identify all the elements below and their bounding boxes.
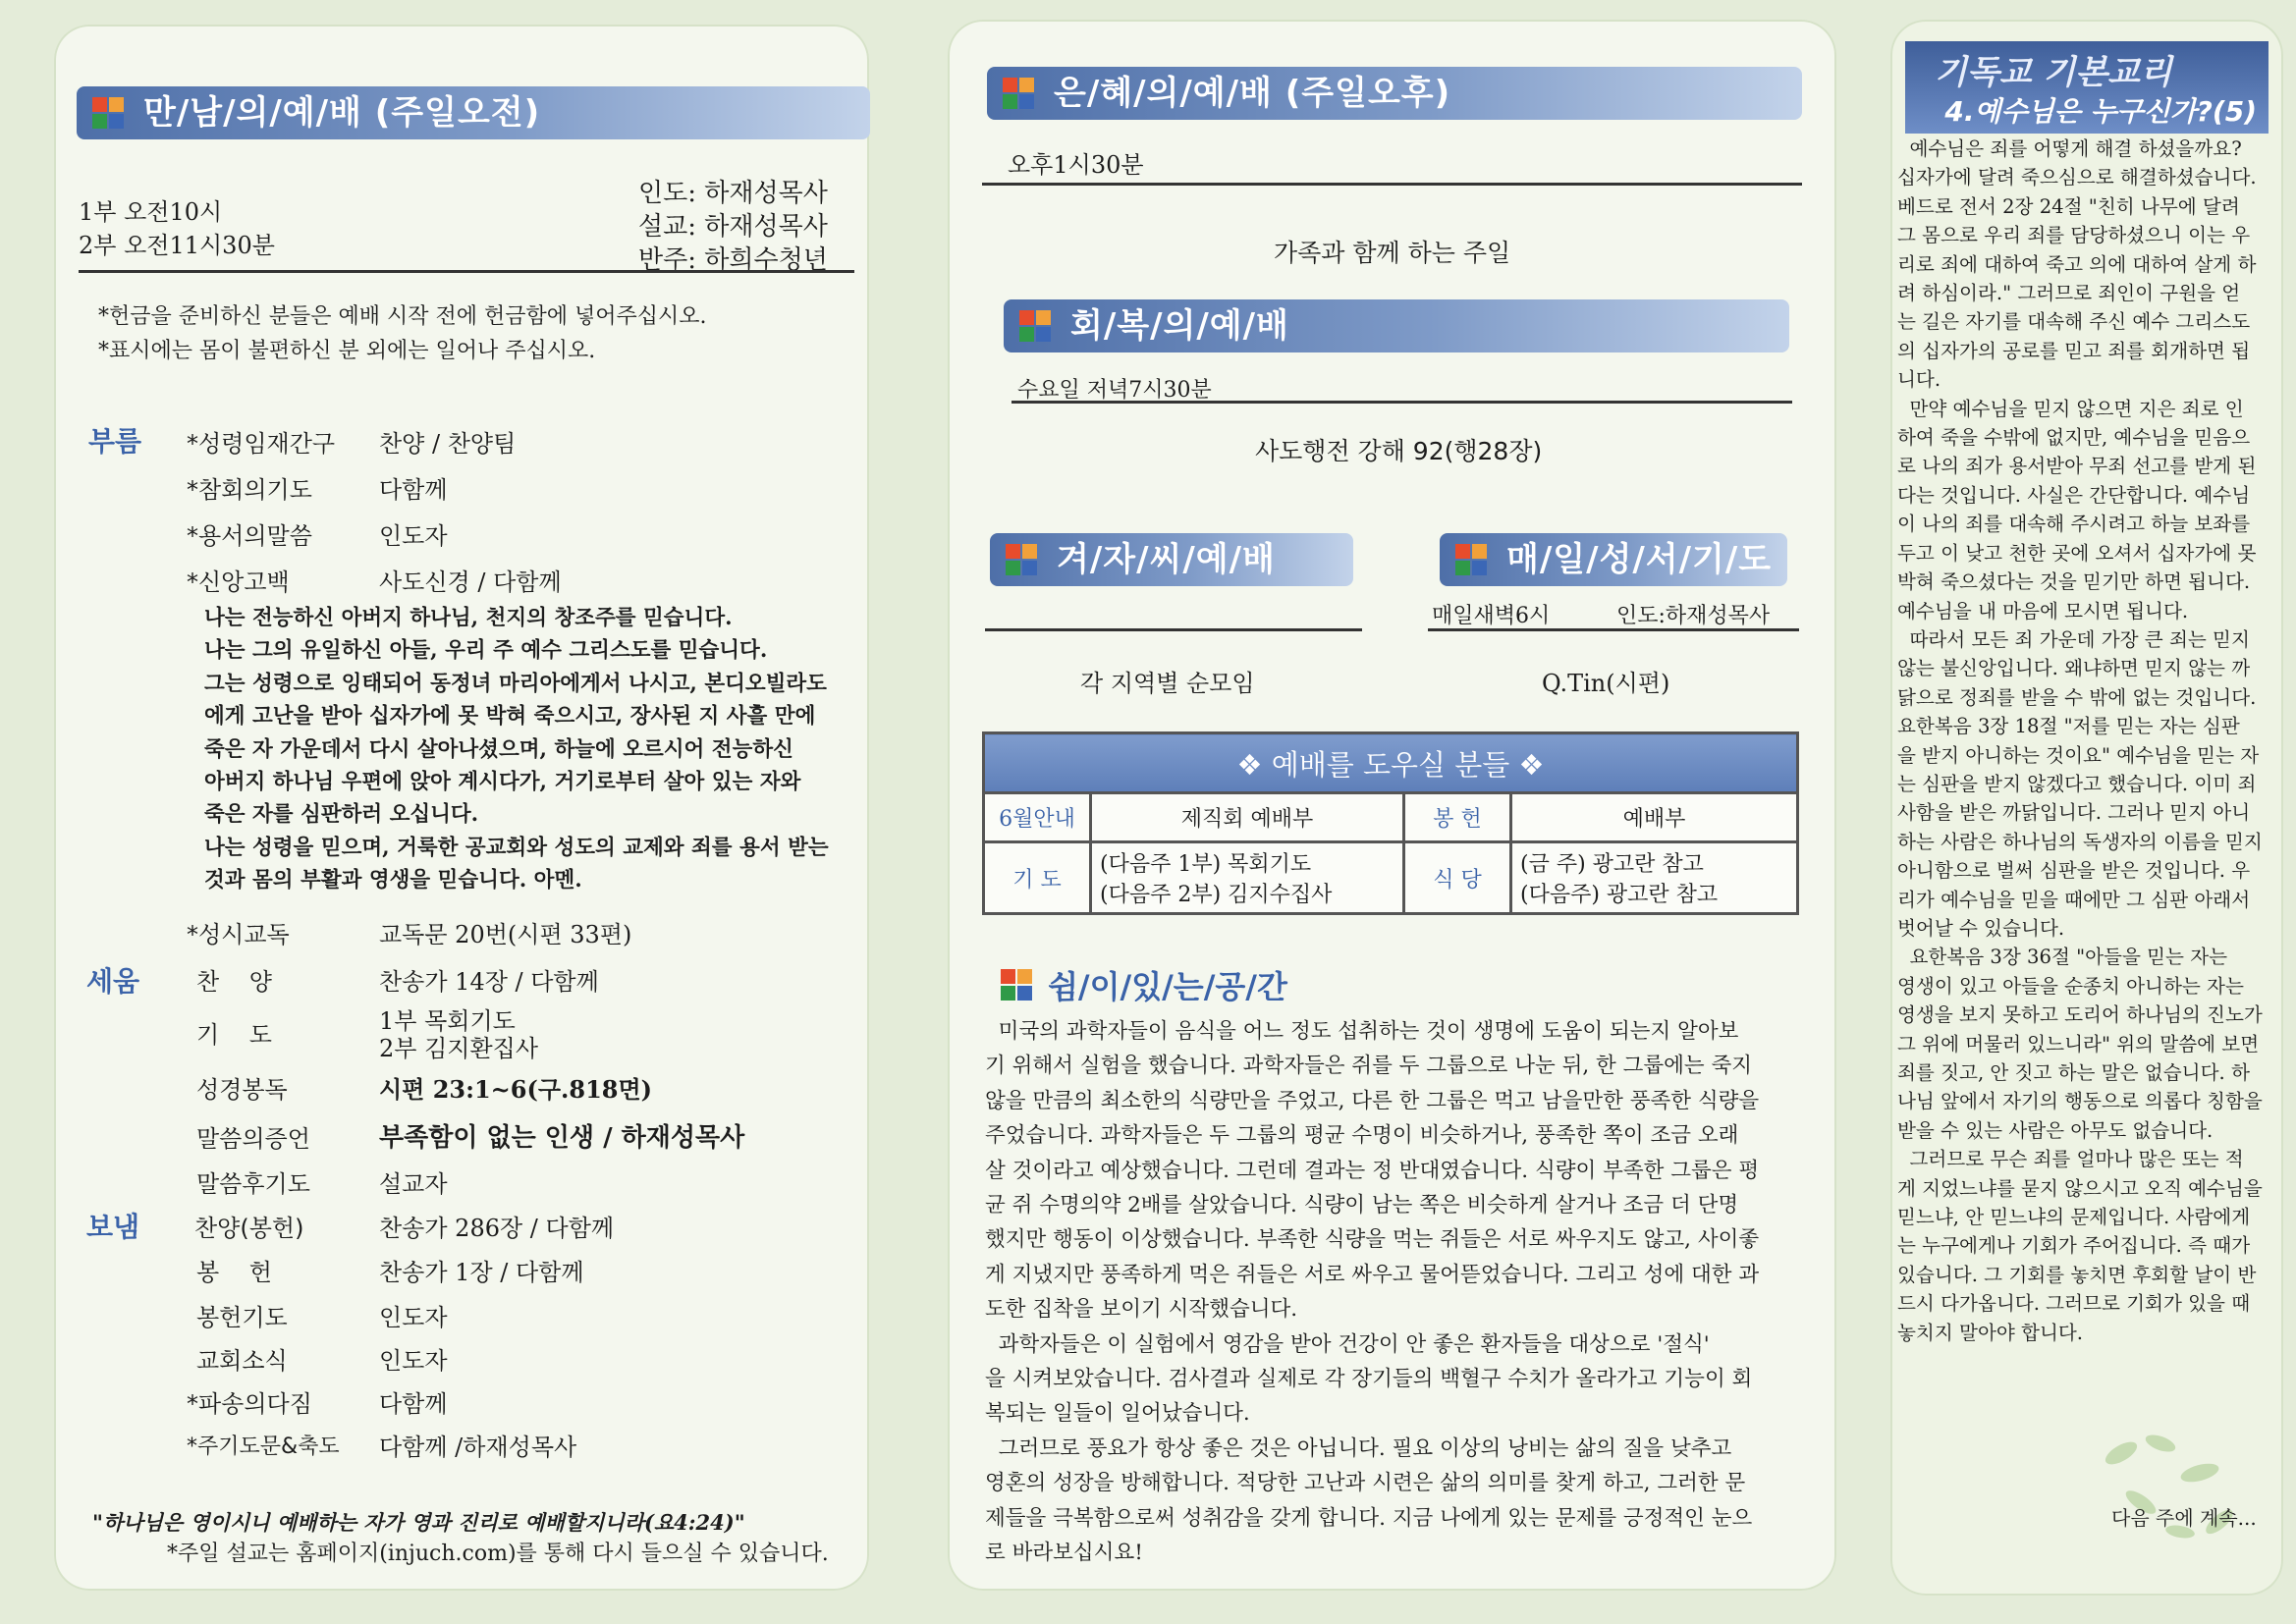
- helpers-title-row: [984, 733, 1798, 793]
- doctrine-line: 그러므로 무슨 죄를 얼마나 많은 또는 적: [1897, 1148, 2244, 1171]
- afternoon-theme: 가족과 함께 하는 주일: [1274, 239, 1511, 267]
- order-value: 다함께: [379, 476, 448, 504]
- mustard-worship-header: [990, 533, 1353, 586]
- order-value: 1부 목회기도: [379, 1007, 516, 1035]
- doctrine-line: 려 하심이라." 그러므로 죄인이 구원을 얻: [1897, 282, 2241, 305]
- rest-space-title: [997, 962, 1287, 1007]
- doctrine-line: 드시 다가옵니다. 그러므로 기회가 있을 때: [1897, 1292, 2251, 1316]
- afternoon-worship-header: [987, 67, 1802, 120]
- rest-line: 복되는 일들이 일어났습니다.: [985, 1401, 1250, 1427]
- section-calling: 부름: [88, 425, 142, 458]
- doctrine-line: 영생이 있고 아들을 순종치 아니하는 자는: [1897, 974, 2244, 998]
- doctrine-line: 는 길은 자기를 대속해 주신 예수 그리스도: [1897, 310, 2251, 334]
- mustard-desc: 각 지역별 순모임: [1080, 670, 1255, 697]
- doctrine-line: 베드로 전서 2장 24절 "친히 나무에 달려: [1897, 194, 2240, 218]
- order-label: 기 도: [196, 1021, 272, 1049]
- daily-leader: 인도:하재성목사: [1616, 604, 1771, 628]
- helpers-prayer-label: 기 도: [984, 842, 1091, 914]
- rest-line: 미국의 과학자들이 음식을 어느 정도 섭취하는 것이 생명에 도움이 되는지 알아보: [985, 1019, 1739, 1044]
- helpers-col-offer: 봉 헌: [1404, 793, 1511, 842]
- creed-line: 나는 그의 유일하신 아들, 우리 주 예수 그리스도를 믿습니다.: [204, 638, 768, 664]
- accompanist: 반주: 하희수청년: [638, 245, 828, 275]
- doctrine-line: 니다.: [1897, 368, 1941, 392]
- order-value: 인도자: [379, 1347, 448, 1375]
- order-value: 인도자: [379, 1304, 448, 1331]
- section-sending: 보냄: [86, 1211, 140, 1243]
- doctrine-line: 박혀 죽으셨다는 것을 믿기만 하면 됩니다.: [1897, 570, 2251, 594]
- mustard-worship-title: 겨/자/씨/예/배: [1057, 540, 1276, 579]
- order-label: *신앙고백: [187, 568, 290, 596]
- order-label: 교회소식: [196, 1347, 288, 1375]
- doctrine-line: 리로 죄에 대하여 죽고 의에 대하여 살게 하: [1897, 252, 2257, 276]
- doctrine-line: 사함을 받은 까닭입니다. 그러나 믿지 아니: [1897, 801, 2251, 825]
- sermon-title: 부족함이 없는 인생 / 하재성목사: [379, 1123, 745, 1153]
- doctrine-line: 믿느냐, 안 믿느냐의 문제입니다. 사람에게: [1897, 1206, 2251, 1229]
- doctrine-line: 나님 앞에서 자기의 행동으로 의롭다 칭함을: [1897, 1090, 2263, 1113]
- standing-note: *표시에는 몸이 불편하신 분 외에는 일어나 주십시오.: [98, 339, 596, 363]
- service-time-2: 2부 오전11시30분: [79, 232, 275, 259]
- creed-line: 것과 몸의 부활과 영생을 믿습니다. 아멘.: [204, 868, 582, 893]
- doctrine-line: 로 나의 죄가 용서받아 무죄 선고를 받게 된: [1897, 455, 2257, 478]
- daily-prayer-title: 매/일/성/서/기/도: [1506, 540, 1773, 579]
- order-label: *성령임재간구: [187, 430, 336, 458]
- order-value-2: 2부 김지환집사: [379, 1035, 539, 1062]
- doctrine-line: 예수님을 내 마음에 모시면 됩니다.: [1897, 599, 2189, 623]
- preacher: 설교: 하재성목사: [638, 212, 828, 242]
- helpers-col-staff: 제직회 예배부: [1091, 793, 1404, 842]
- rest-line: 게 지냈지만 풍족하게 먹은 쥐들은 서로 싸우고 물어뜯었습니다. 그리고 성에 대한 과: [985, 1262, 1760, 1287]
- rest-line: 로 바라보십시요!: [985, 1541, 1143, 1566]
- helpers-month: 6월안내: [984, 793, 1091, 842]
- helpers-title: ❖ 예배를 도우실 분들 ❖: [984, 733, 1798, 793]
- creed-line: 나는 전능하신 아버지 하나님, 천지의 창조주를 믿습니다.: [204, 606, 733, 630]
- helpers-header-row: [984, 793, 1798, 842]
- order-label: 말씀후기도: [196, 1170, 310, 1198]
- order-value: 다함께 /하재성목사: [379, 1434, 577, 1461]
- order-value: 찬송가 286장 / 다함께: [379, 1215, 615, 1242]
- helpers-meal-line: (금 주) 광고란 참고: [1520, 852, 1704, 877]
- rest-line: 살 것이라고 예상했습니다. 그런데 결과는 정 반대였습니다. 식량이 부족한 그룹은 평: [985, 1158, 1760, 1183]
- memory-verse: "하나님은 영이시니 예배하는 자가 영과 진리로 예배할지니라(요4:24)": [92, 1510, 745, 1535]
- doctrine-body: [1897, 135, 2278, 1347]
- rest-line: 영혼의 성장을 방해합니다. 적당한 고난과 시련은 삶의 의미를 찾게 하고, 그러한 문: [985, 1471, 1746, 1496]
- order-value: 사도신경 / 다함께: [379, 568, 562, 596]
- creed-line: 죽은 자 가운데서 다시 살아나셨으며, 하늘에 오르시어 전능하신: [204, 736, 793, 762]
- helpers-prayer-line: (다음주 1부) 목회기도: [1100, 852, 1312, 877]
- service-time-1: 1부 오전10시: [79, 198, 223, 226]
- apostles-creed: [204, 602, 862, 897]
- rest-line: 않을 만큼의 최소한의 식량만을 주었고, 다른 한 그룹은 먹고 남을만한 풍족한 식량을: [985, 1088, 1760, 1113]
- rest-line: 주었습니다. 과학자들은 두 그룹의 평균 수명이 비슷하거나, 풍족한 쪽이 조금 오래: [985, 1123, 1739, 1149]
- continued-note: 다음 주에 계속...: [2111, 1506, 2257, 1530]
- doctrine-line: 다는 것입니다. 사실은 간단합니다. 예수님: [1897, 483, 2251, 507]
- order-label: 봉헌기도: [196, 1304, 288, 1331]
- doctrine-line: 두고 이 낮고 천한 곳에 오셔서 십자가에 못: [1897, 541, 2257, 565]
- doctrine-line: 요한복음 3장 18절 "저를 믿는 자는 심판: [1897, 715, 2240, 738]
- leaf-decoration: [2082, 1414, 2259, 1561]
- creed-line: 아버지 하나님 우편에 앉아 계시다가, 거기로부터 살아 있는 자와: [204, 770, 801, 795]
- morning-worship-title: 만/남/의/예/배 (주일오전): [143, 93, 541, 133]
- doctrine-line: 만약 예수님을 믿지 않으면 지은 죄로 인: [1897, 397, 2244, 420]
- rest-line: 기 위해서 실험을 했습니다. 과학자들은 쥐를 두 그룹으로 나눈 뒤, 한 그룹에는 죽지: [985, 1054, 1753, 1079]
- doctrine-title-box: [1905, 41, 2269, 134]
- order-label: *용서의말씀: [187, 522, 312, 550]
- church-logo-icon: [1003, 78, 1034, 109]
- rest-line: 과학자들은 이 실험에서 영감을 받아 건강이 안 좋은 환자들을 대상으로 '절식': [985, 1331, 1710, 1357]
- helpers-prayer-cell: [1091, 842, 1404, 914]
- church-logo-icon: [1455, 544, 1487, 575]
- order-label: 찬 양: [196, 968, 272, 996]
- restoration-worship-title: 회/복/의/예/배: [1070, 306, 1289, 346]
- order-label: *주기도문&축도: [187, 1435, 340, 1459]
- header-divider: [79, 270, 854, 273]
- doctrine-line: 는 심판을 받지 않겠다고 했습니다. 이미 죄: [1897, 772, 2257, 795]
- order-label: *성시교독: [187, 921, 290, 948]
- doctrine-line: 십자가에 달려 죽으심으로 해결하셨습니다.: [1897, 166, 2257, 189]
- doctrine-line: 그 몸으로 우리 죄를 담당하셨으니 이는 우: [1897, 224, 2251, 247]
- doctrine-line: 놓치지 말아야 합니다.: [1897, 1321, 2084, 1344]
- restoration-time: 수요일 저녁7시30분: [1017, 378, 1212, 403]
- order-label: *파송의다짐: [187, 1390, 312, 1418]
- rest-line: 그러므로 풍요가 항상 좋은 것은 아닙니다. 필요 이상의 낭비는 삶의 질을 낮추고: [985, 1435, 1732, 1461]
- offering-note: *헌금을 준비하신 분들은 예배 시작 전에 헌금함에 넣어주십시오.: [98, 304, 707, 329]
- morning-worship-header: [77, 86, 870, 139]
- doctrine-line: 따라서 모든 죄 가운데 가장 큰 죄는 믿지: [1897, 627, 2250, 651]
- helpers-col-dept: 예배부: [1511, 793, 1798, 842]
- order-value: 설교자: [379, 1170, 448, 1198]
- church-logo-icon: [1019, 310, 1051, 342]
- doctrine-line: 벗어날 수 있습니다.: [1897, 916, 2065, 940]
- daily-desc: Q.Tin(시편): [1542, 670, 1670, 697]
- rest-line: 균 쥐 수명의약 2배를 살았습니다. 식량이 남는 쪽은 비슷하게 살거나 조금 더 단명: [985, 1193, 1739, 1218]
- section-building: 세움: [86, 965, 140, 998]
- rest-line: 제들을 극복함으로써 성취감을 갖게 합니다. 지금 나에게 있는 문제를 긍정적인 눈으: [985, 1505, 1753, 1531]
- order-label: 찬양(봉헌): [194, 1215, 304, 1242]
- doctrine-title: 기독교 기본교리: [1935, 53, 2172, 92]
- daily-time: 매일새벽6시: [1432, 604, 1551, 628]
- doctrine-line: 예수님은 죄를 어떻게 해결 하셨을까요?: [1897, 137, 2242, 160]
- helpers-meal-line: (다음주) 광고란 참고: [1520, 883, 1719, 907]
- afternoon-worship-title: 은/혜/의/예/배 (주일오후): [1054, 74, 1451, 113]
- order-label: 봉 헌: [196, 1259, 272, 1286]
- doctrine-line: 않는 불신앙입니다. 왜냐하면 믿지 않는 까: [1897, 657, 2251, 680]
- rest-space-body: [985, 1014, 1796, 1571]
- order-label: *참회의기도: [187, 476, 312, 504]
- church-logo-icon: [1006, 544, 1037, 575]
- rest-line: 도한 집착을 보이기 시작했습니다.: [985, 1297, 1298, 1323]
- order-value: 다함께: [379, 1390, 448, 1418]
- doctrine-line: 게 지었느냐를 묻지 않으시고 오직 예수님을: [1897, 1176, 2263, 1200]
- helpers-table: [982, 731, 1799, 915]
- order-value: 찬양 / 찬양팀: [379, 430, 517, 458]
- doctrine-line: 리가 예수님을 믿을 때에만 그 심판 아래서: [1897, 888, 2251, 911]
- rest-space-title-text: 쉼/이/있/는/공/간: [1048, 968, 1287, 1005]
- order-value: 찬송가 1장 / 다함께: [379, 1259, 584, 1286]
- restoration-worship-header: [1004, 299, 1789, 352]
- doctrine-line: 요한복음 3장 36절 "아들을 믿는 자는: [1897, 946, 2228, 969]
- doctrine-line: 을 받지 아니하는 것이요" 예수님을 믿는 자: [1897, 743, 2260, 767]
- creed-line: 그는 성령으로 잉태되어 동정녀 마리아에게서 나시고, 본디오빌라도: [204, 671, 827, 696]
- doctrine-line: 있습니다. 그 기회를 놓치면 후회할 날이 반: [1897, 1263, 2257, 1286]
- creed-line: 에게 고난을 받아 십자가에 못 박혀 죽으시고, 장사된 지 사흘 만에: [204, 704, 816, 730]
- doctrine-line: 그 위에 머물러 있느니라" 위의 말씀에 보면: [1897, 1032, 2260, 1056]
- doctrine-line: 는 누구에게나 기회가 주어집니다. 즉 때가: [1897, 1234, 2251, 1258]
- doctrine-line: 하여 죽을 수밖에 없지만, 예수님을 믿음으: [1897, 426, 2251, 450]
- helpers-data-row: [984, 842, 1798, 914]
- creed-line: 나는 성령을 믿으며, 거룩한 공교회와 성도의 교제와 죄를 용서 받는: [204, 835, 829, 860]
- helpers-meal-cell: [1511, 842, 1798, 914]
- doctrine-line: 닭으로 정죄를 받을 수 밖에 없는 것입니다.: [1897, 685, 2257, 709]
- restoration-divider: [1011, 401, 1792, 404]
- order-label: 말씀의증언: [196, 1125, 310, 1153]
- order-value: 인도자: [379, 522, 448, 550]
- church-logo-icon: [92, 97, 124, 129]
- doctrine-line: 영생을 보지 못하고 도리어 하나님의 진노가: [1897, 1003, 2263, 1027]
- doctrine-subtitle: 4.예수님은 누구신가?(5): [1944, 95, 2257, 128]
- helpers-meal-label: 식 당: [1404, 842, 1511, 914]
- rest-line: 했지만 행동이 이상했습니다. 부족한 식량을 먹는 쥐들은 서로 싸우지도 않고, 사이좋: [985, 1227, 1760, 1253]
- doctrine-line: 아니함으로 벌써 심판을 받은 것입니다. 우: [1897, 859, 2251, 883]
- sermon-replay-note: [167, 1537, 829, 1567]
- afternoon-time: 오후1시30분: [1008, 151, 1144, 179]
- doctrine-line: 하는 사람은 하나님의 독생자의 이름을 믿지: [1897, 830, 2263, 853]
- doctrine-line: 이 나의 죄를 대속해 주시려고 하늘 보좌를: [1897, 513, 2251, 536]
- rest-line: 을 시켜보았습니다. 검사결과 실제로 각 장기들의 백혈구 수치가 올라가고 기능이 회: [985, 1367, 1753, 1392]
- order-value: 찬송가 14장 / 다함께: [379, 968, 599, 996]
- leader: 인도: 하재성목사: [638, 179, 828, 208]
- afternoon-divider: [982, 183, 1802, 186]
- church-logo-icon: [1001, 969, 1032, 1001]
- daily-prayer-header: [1440, 533, 1787, 586]
- creed-line: 죽은 자를 심판하러 오십니다.: [204, 802, 479, 828]
- order-value: 시편 23:1~6(구.818면): [379, 1075, 653, 1104]
- doctrine-line: 죄를 짓고, 안 짓고 하는 말은 없습니다. 하: [1897, 1061, 2250, 1084]
- restoration-theme: 사도행전 강해 92(행28장): [1255, 437, 1543, 465]
- daily-divider: [1428, 628, 1799, 631]
- order-value: 교독문 20번(시편 33편): [379, 921, 632, 948]
- order-label: 성경봉독: [196, 1076, 288, 1104]
- doctrine-line: 의 십자가의 공로를 믿고 죄를 회개하면 됩: [1897, 339, 2251, 362]
- doctrine-line: 받을 수 있는 사람은 아무도 없습니다.: [1897, 1118, 2214, 1142]
- helpers-prayer-line: (다음주 2부) 김지수집사: [1100, 883, 1333, 907]
- sermon-replay-text: *주일 설교는 홈페이지(injuch.com)를 통해 다시 들으실 수 있습니다.: [167, 1542, 829, 1566]
- mustard-divider: [985, 628, 1362, 631]
